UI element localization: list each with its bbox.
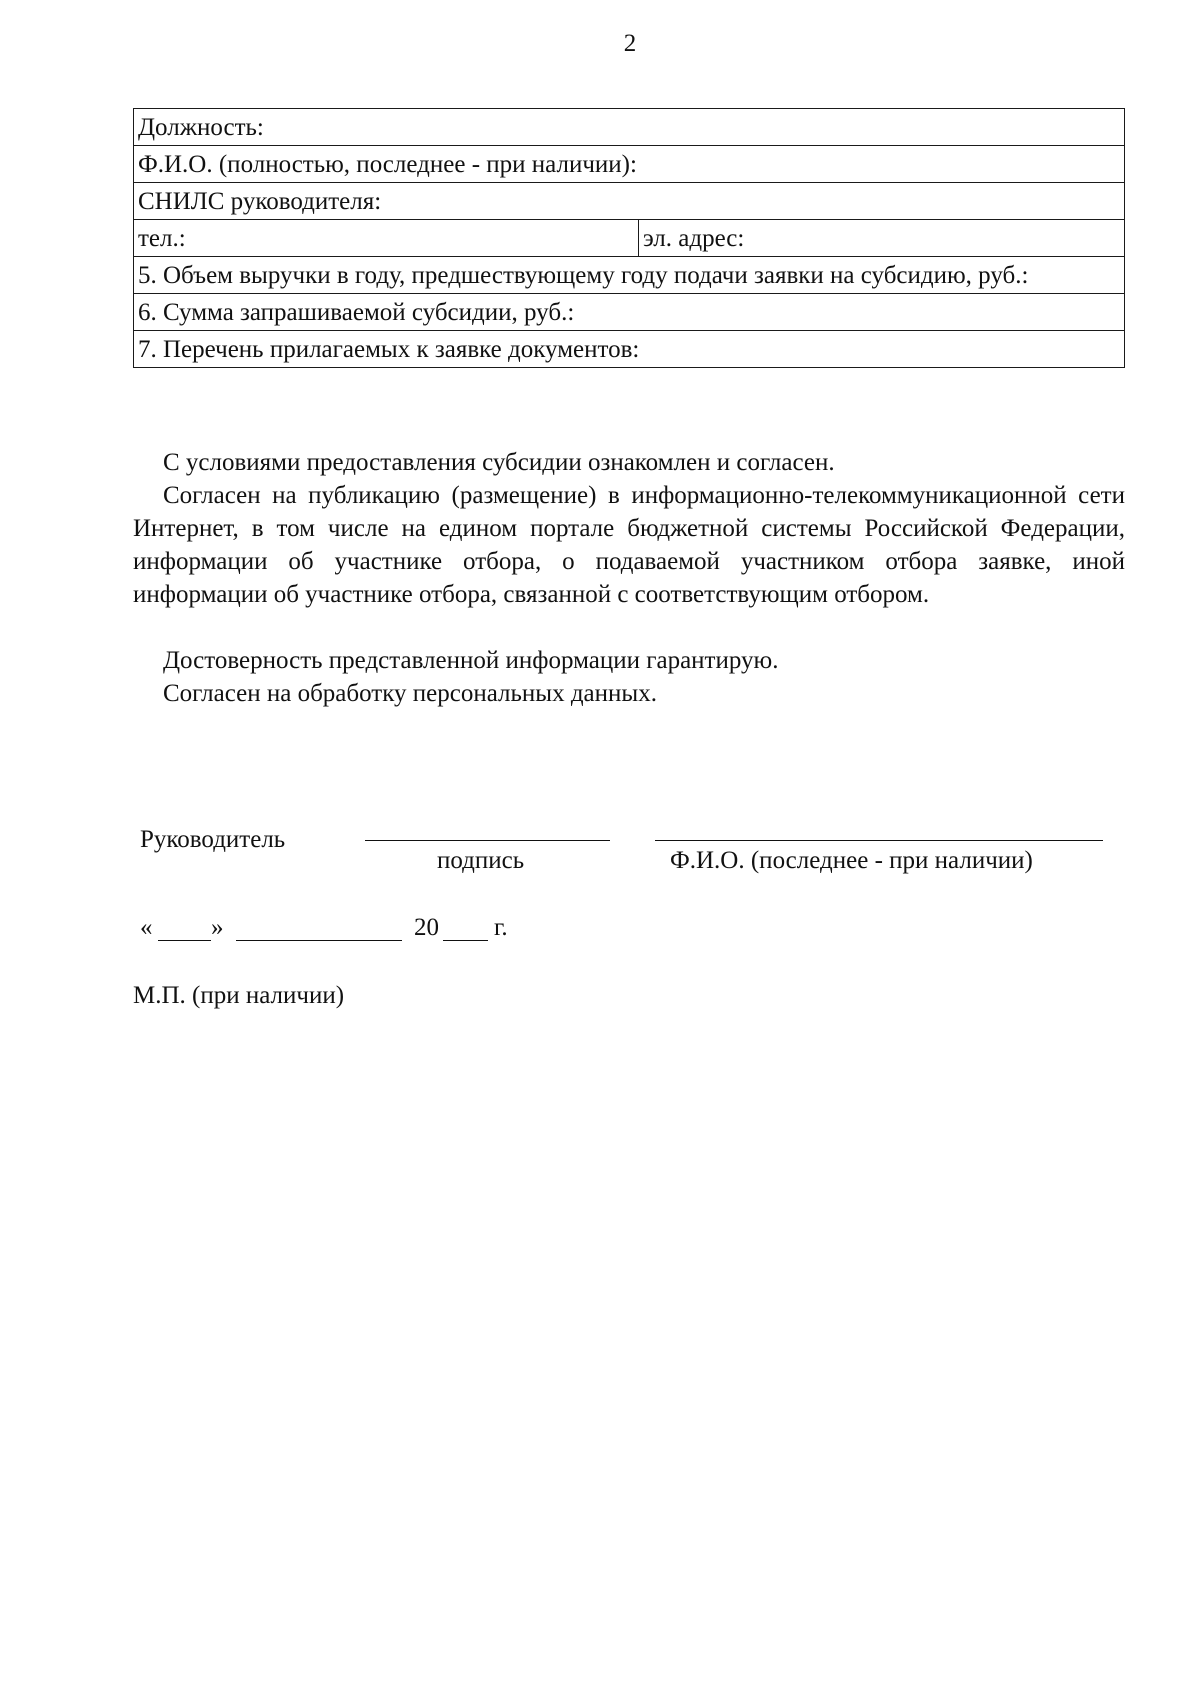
full-name-cell[interactable]: Ф.И.О. (полностью, последнее - при наличии):: [134, 146, 1125, 183]
year-suffix: г.: [494, 914, 508, 941]
snils-cell[interactable]: СНИЛС руководителя:: [134, 183, 1125, 220]
table-row: [134, 331, 1125, 368]
subsidy-amount-cell[interactable]: 6. Сумма запрашиваемой субсидии, руб.:: [134, 294, 1125, 331]
table-row: [134, 183, 1125, 220]
page-number: 2: [623, 30, 637, 57]
name-caption: Ф.И.О. (последнее - при наличии): [670, 847, 1033, 874]
table-row: [134, 109, 1125, 146]
publication-consent: Согласен на публикацию (размещение) в информационно-телекоммуникационной сети Интернет, в том числе на едином портале бюджетной системы Российской Федерации, информации об участнике отбора, о подаваемой участником отбора заявке, иной информации об участнике отбора, связанной с соответствующим отбором.: [133, 482, 1125, 608]
table-row: [134, 294, 1125, 331]
name-line[interactable]: [655, 840, 1103, 841]
day-line[interactable]: [158, 940, 211, 941]
signature-line[interactable]: [365, 840, 610, 841]
documents-list-cell[interactable]: 7. Перечень прилагаемых к заявке документов:: [134, 331, 1125, 368]
signature-caption: подпись: [437, 847, 525, 874]
year-line[interactable]: [443, 940, 488, 941]
phone-cell[interactable]: тел.:: [134, 220, 639, 257]
table-row: [134, 146, 1125, 183]
personal-data-consent: Согласен на обработку персональных данных.: [163, 680, 657, 707]
stamp-label: М.П. (при наличии): [133, 982, 345, 1009]
head-label: Руководитель: [140, 826, 286, 853]
conditions-statement: С условиями предоставления субсидии ознакомлен и согласен.: [163, 449, 835, 476]
applicant-info-table: [133, 108, 1125, 368]
date-close-quote: »: [211, 914, 224, 941]
position-cell[interactable]: Должность:: [134, 109, 1125, 146]
table-row: [134, 220, 1125, 257]
year-prefix: 20: [414, 914, 439, 941]
date-open-quote: «: [140, 914, 153, 941]
revenue-cell[interactable]: 5. Объем выручки в году, предшествующему году подачи заявки на субсидию, руб.:: [134, 257, 1125, 294]
table-row: [134, 257, 1125, 294]
month-line[interactable]: [236, 940, 402, 941]
reliability-statement: Достоверность представленной информации гарантирую.: [163, 647, 779, 674]
email-cell[interactable]: эл. адрес:: [639, 220, 1125, 257]
